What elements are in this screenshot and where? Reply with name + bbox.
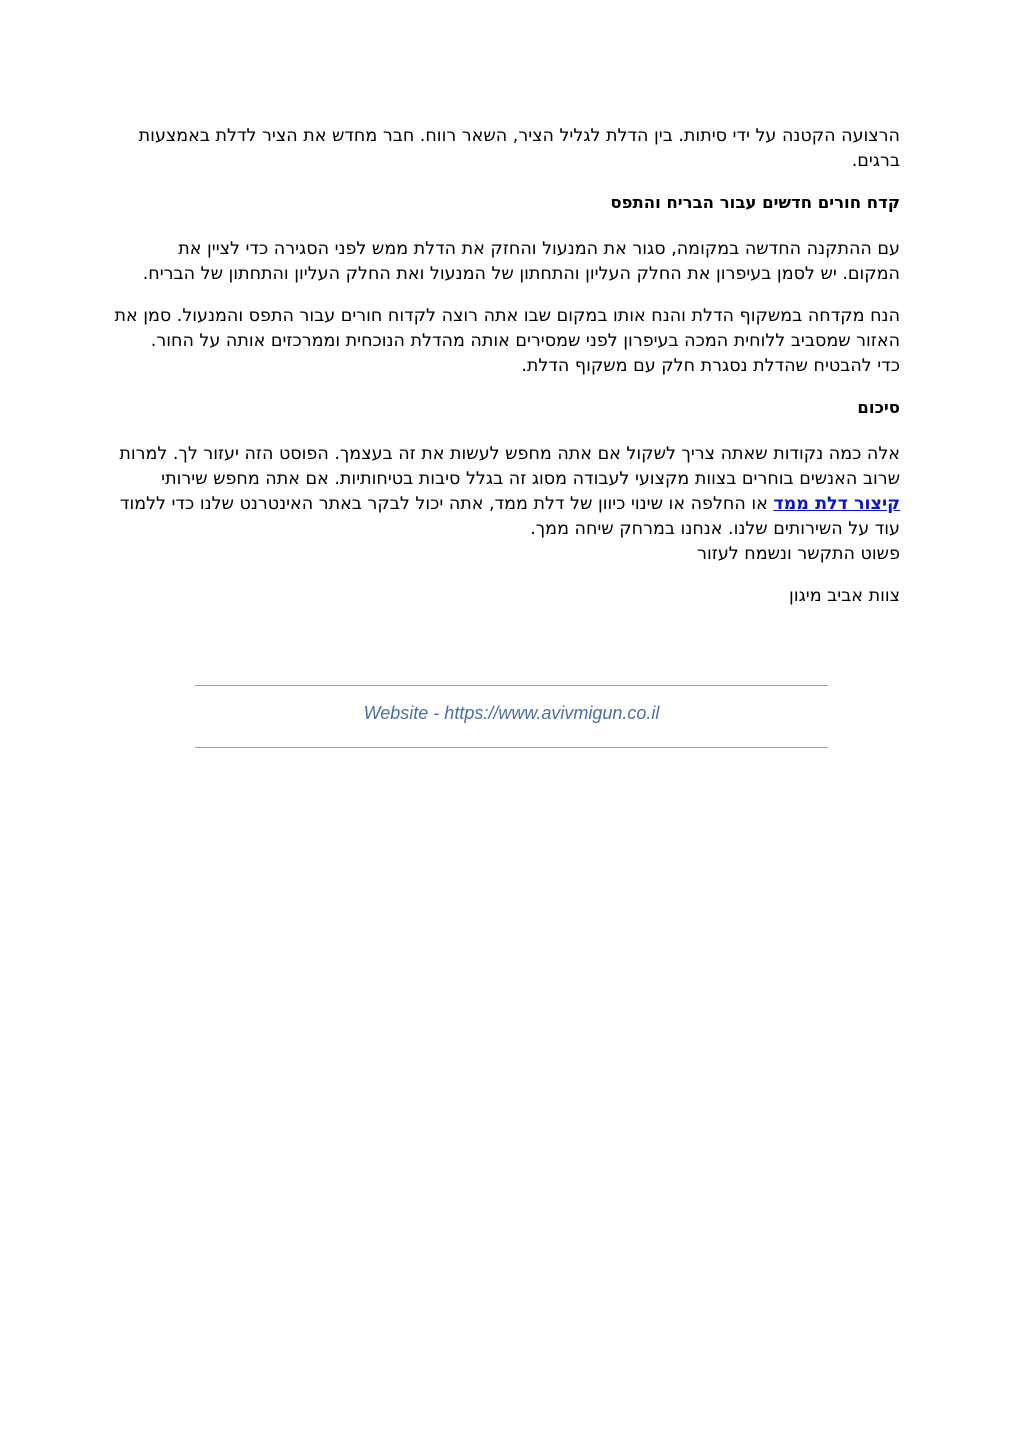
footer-divider-top [195, 685, 828, 686]
section-heading-summary: סיכום [857, 398, 900, 417]
section1-paragraph-1 [124, 237, 900, 287]
footer-website[interactable]: Website - https://www.avivmigun.co.il [363, 703, 660, 723]
summary-line-rest: או החלפה או שינוי כיוון של דלת ממד, אתה יכול לבקר באתר האינטרנט שלנו כדי ללמוד [119, 494, 774, 514]
door-shortening-link[interactable]: קיצור דלת ממד [773, 494, 900, 514]
intro-line: הרצועה הקטנה על ידי סיתות. בין הדלת לגליל הציר, השאר רווח. חבר מחדש את הציר לדלת באמצעות [138, 126, 900, 146]
footer-divider-bottom [195, 747, 828, 748]
paragraph-line: הנח מקדחה במשקוף הדלת והנח אותו במקום שבו אתה רוצה לקדוח חורים עבור התפס והמנעול. סמן את [114, 306, 900, 326]
section1-paragraph-2 [114, 304, 900, 379]
article-body [114, 124, 900, 626]
section-heading-drill-holes: קדח חורים חדשים עבור הבריח והתפס [610, 193, 900, 212]
summary-line-with-link [119, 492, 900, 517]
intro-line: ברגים. [851, 151, 900, 171]
signature: צוות אביב מיגון [789, 586, 900, 606]
summary-line: פשוט התקשר ונשמח לעזור [697, 544, 900, 564]
paragraph-line: האזור שמסביב ללוחית המכה בעיפרון לפני שמסירים אותה מהדלת הנוכחית וממרכזים אותה על החור. [150, 331, 900, 351]
intro-paragraph [124, 124, 900, 174]
paragraph-line: כדי להבטיח שהדלת נסגרת חלק עם משקוף הדלת. [521, 356, 900, 376]
summary-paragraph [119, 442, 900, 567]
summary-line: עוד על השירותים שלנו. אנחנו במרחק שיחה ממך. [530, 519, 900, 539]
paragraph-line: המקום. יש לסמן בעיפרון את החלק העליון והתחתון של המנעול ואת החלק העליון והתחתון של הבריח. [142, 264, 900, 284]
paragraph-line: עם ההתקנה החדשה במקומה, סגור את המנעול והחזק את הדלת ממש לפני הסגירה כדי לציין את [178, 239, 900, 259]
summary-line: אלה כמה נקודות שאתה צריך לשקול אם אתה מחפש לעשות את זה בעצמך. הפוסט הזה יעזור לך. למרות [119, 444, 900, 464]
summary-line: שרוב האנשים בוחרים בצוות מקצועי לעבודה מסוג זה בגלל סיבות בטיחותיות. אם אתה מחפש שירותי [161, 469, 900, 489]
